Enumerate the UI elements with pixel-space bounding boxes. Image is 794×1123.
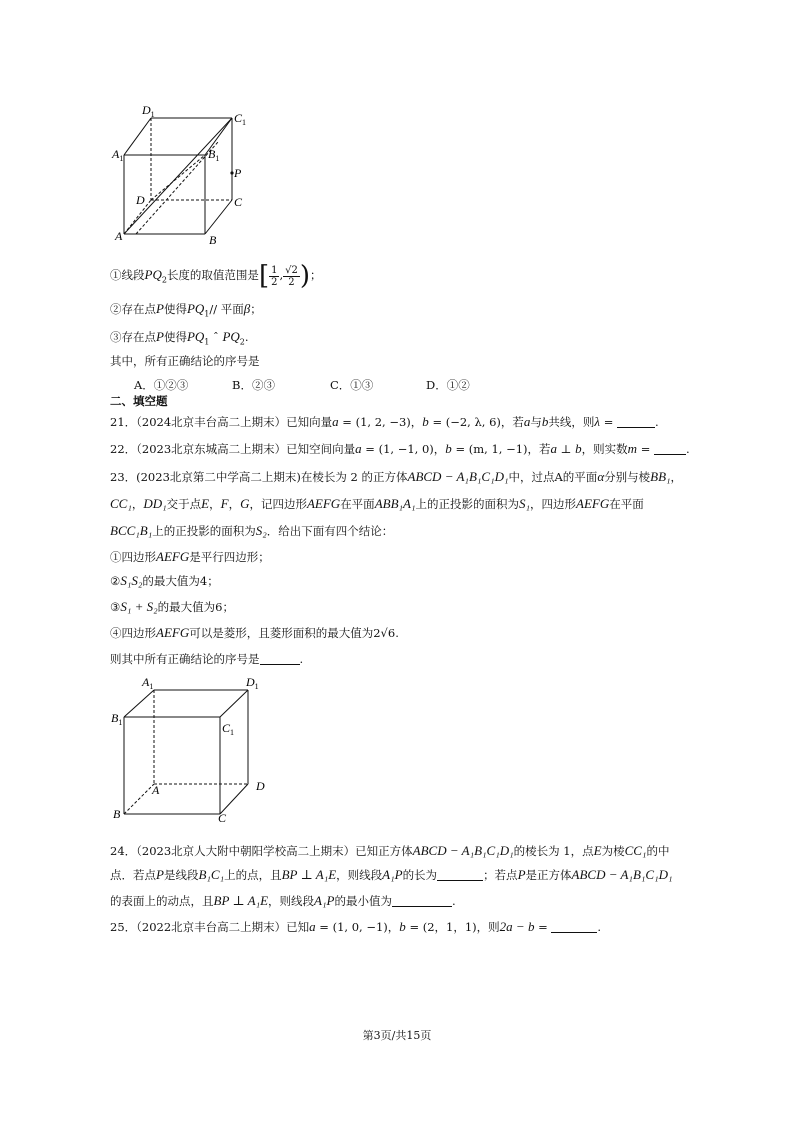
q23-conclusion-2: ②S₁S₂的最大值为4； bbox=[110, 573, 219, 588]
q20-options bbox=[134, 376, 470, 394]
label-b: B bbox=[209, 233, 217, 247]
label-d: D bbox=[136, 193, 145, 207]
label-a1: $A_1$ bbox=[142, 675, 154, 691]
label-d1: $D_1$ bbox=[142, 103, 155, 119]
answer-blank[interactable] bbox=[260, 652, 300, 665]
label-c: C bbox=[218, 811, 227, 822]
cube-figure-2 bbox=[108, 672, 278, 822]
option-c[interactable]: C．①③ bbox=[330, 378, 374, 392]
label-a: A bbox=[115, 229, 123, 243]
label-d1: $D_1$ bbox=[246, 675, 259, 691]
q20-statement-3: ③存在点P使得$PQ_1$ ˆ $PQ_2$. bbox=[110, 329, 249, 347]
answer-blank[interactable] bbox=[392, 894, 452, 907]
label-c: C bbox=[234, 195, 243, 209]
answer-blank[interactable] bbox=[654, 442, 686, 455]
question-23-line-3: BCC₁B₁上的正投影的面积为S₂．给出下面有四个结论： bbox=[110, 523, 394, 538]
label-b1: $B_1$ bbox=[111, 711, 123, 727]
option-d[interactable]: D．①② bbox=[426, 378, 470, 392]
question-25: 25．（2022北京丰台高二上期末）已知a = (1, 0, −1)，b = (2，1，1)，则2a − b = . bbox=[110, 919, 602, 934]
q23-conclusion-4: ④四边形AEFG可以是菱形，且菱形面积的最大值为2√6. bbox=[110, 625, 399, 640]
label-d: D bbox=[256, 779, 265, 793]
label-c1: $C_1$ bbox=[234, 111, 247, 127]
answer-blank[interactable] bbox=[437, 868, 483, 881]
answer-blank[interactable] bbox=[617, 415, 655, 428]
label-a1: $A_1$ bbox=[112, 147, 124, 163]
question-23-line-1: 23．(2023北京第二中学高二上期末)在棱长为 2 的正方体ABCD − A₁B₁C₁D₁中，过点A的平面α分别与棱BB₁， bbox=[110, 469, 683, 484]
q23-ask: 则其中所有正确结论的序号是 . bbox=[110, 652, 304, 666]
answer-blank[interactable] bbox=[551, 920, 597, 933]
cube-figure-1 bbox=[108, 100, 258, 250]
label-b: B bbox=[113, 807, 121, 821]
option-a[interactable]: A．①②③ bbox=[134, 378, 189, 392]
q20-statement-1: ①线段$PQ_2$长度的取值范围是[ $\frac{1}{2}$ , $\frac{√2}{2}$ )； bbox=[110, 261, 322, 291]
q20-statement-2: ②存在点P使得$PQ_1//$ 平面β； bbox=[110, 301, 262, 319]
page-footer: 第3页/共15页 bbox=[362, 1029, 432, 1042]
question-22: 22．（2023北京东城高二上期末）已知空间向量a = (1, −1, 0)，b = (m, 1, −1)，若a ⊥ b，则实数m = . bbox=[110, 441, 690, 456]
q23-conclusion-3: ③S₁ + S₂的最大值为6； bbox=[110, 599, 234, 614]
q23-conclusion-1: ①四边形AEFG是平行四边形； bbox=[110, 549, 270, 564]
question-24-line-3: 的表面上的动点，且BP ⊥ A₁E，则线段A₁P的最小值为 . bbox=[110, 893, 456, 908]
label-b1: $B_1$ bbox=[208, 147, 220, 163]
section-heading: 二、填空题 bbox=[110, 394, 168, 408]
question-24-line-1: 24．（2023北京人大附中朝阳学校高二上期末）已知正方体ABCD − A₁B₁C₁D₁的棱长为 1，点E为棱CC₁的中 bbox=[110, 843, 670, 858]
label-p: P bbox=[234, 166, 242, 180]
q20-ask: 其中，所有正确结论的序号是 bbox=[110, 354, 260, 368]
label-a: A bbox=[152, 783, 160, 797]
question-21: 21．（2024北京丰台高二上期末）已知向量a = (1, 2, −3)，b = (−2, λ, 6)，若a与b共线，则λ = . bbox=[110, 414, 659, 429]
question-23-line-2: CC₁，DD₁交于点E，F，G，记四边形AEFG在平面ABB₁A₁上的正投影的面积为S₁，四边形AEFG在平面 bbox=[110, 496, 644, 511]
question-24-line-2: 点．若点P是线段B₁C₁上的点，且BP ⊥ A₁E，则线段A₁P的长为 ；若点P是正方体ABCD − A₁B₁C₁D₁ bbox=[110, 867, 673, 882]
option-b[interactable]: B．②③ bbox=[232, 378, 275, 392]
label-c1: $C_1$ bbox=[222, 721, 235, 737]
